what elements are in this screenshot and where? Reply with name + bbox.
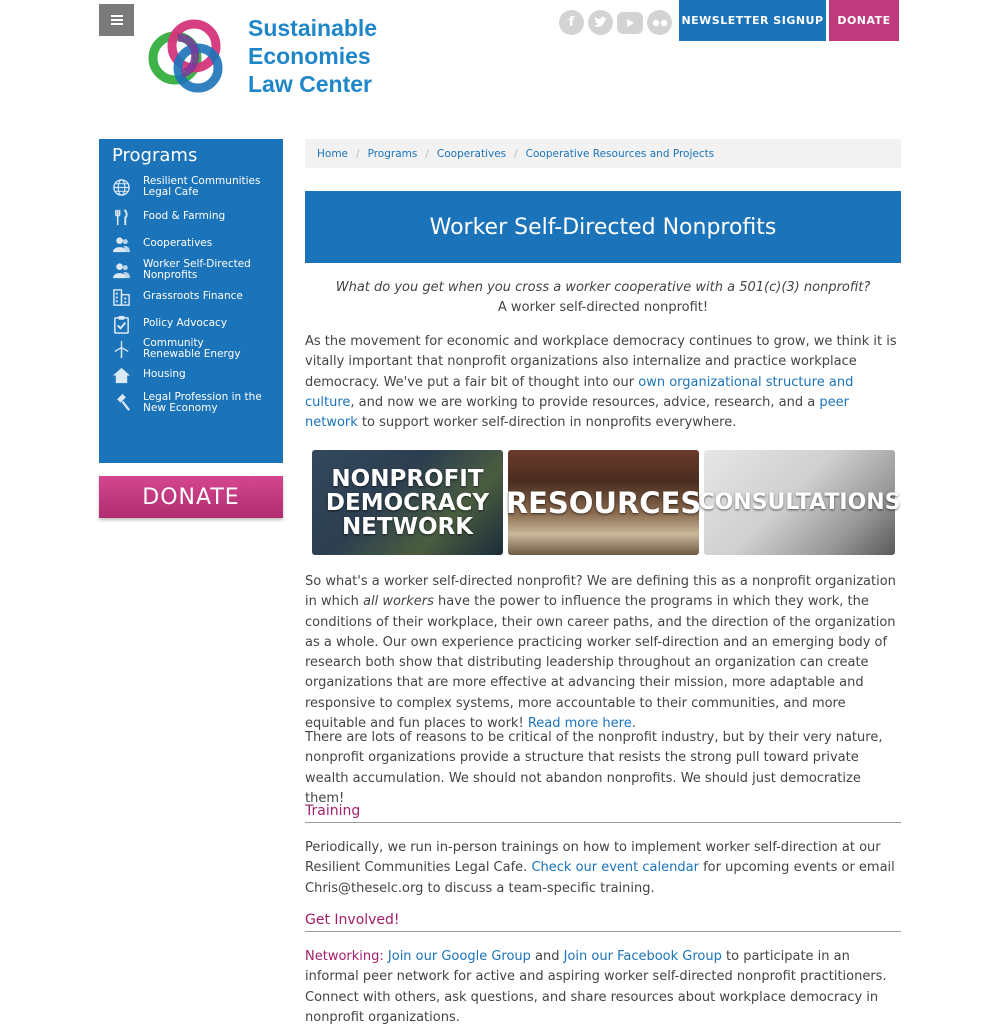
sidebar-item-food-farming[interactable] — [112, 207, 283, 227]
sidebar-item-label: Food & Farming — [143, 210, 226, 223]
flickr-icon[interactable] — [647, 10, 672, 35]
tile-nonprofit-democracy-network[interactable] — [312, 450, 503, 555]
facebook-icon[interactable]: f — [559, 10, 584, 35]
breadcrumb-programs[interactable]: Programs — [367, 147, 418, 160]
page-title: Worker Self-Directed Nonprofits — [305, 191, 901, 263]
checklist-icon — [112, 315, 131, 334]
sidebar-item-label: Community Renewable Energy — [143, 336, 241, 360]
paragraph-networking: Networking: Join our Google Group and Join our Facebook Group to participate in an informal peer network for active and aspiring worker self-directed nonprofit practitioners. Connect with others, ask questions, and share resources about workplace democracy in nonprofit organizations. — [305, 949, 887, 1025]
sidebar-item-housing[interactable] — [112, 365, 283, 385]
peer-network-link[interactable]: peer network — [305, 394, 849, 431]
feature-tiles — [312, 450, 901, 555]
sidebar-item-label: Worker Self-Directed Nonprofits — [143, 257, 251, 281]
sidebar-item-wsd-nonprofits[interactable] — [112, 258, 283, 282]
sidebar-item-label: Grassroots Finance — [143, 290, 243, 303]
logo-icon[interactable] — [148, 18, 226, 94]
sidebar-item-cooperatives[interactable] — [112, 234, 283, 254]
paragraph-intro: As the movement for economic and workplace democracy continues to grow, we think it is vitally important that nonprofit organizations also internalize and practice workplace democracy. We've put a fair bit of thought into our own organizational structure and culture, and now we are working to provide resources, advice, research, and a peer network to support worker self-direction in nonprofits everywhere. — [305, 334, 897, 431]
menu-button[interactable] — [99, 4, 134, 36]
facebook-group-link[interactable]: Join our Facebook Group — [563, 949, 722, 964]
sidebar-item-legal-profession[interactable] — [112, 391, 283, 415]
intro-question: What do you get when you cross a worker cooperative with a 501(c)(3) nonprofit? — [335, 280, 871, 295]
intro-block — [305, 278, 901, 318]
paragraph-critique: There are lots of reasons to be critical of the nonprofit industry, but by their very nature, nonprofit organizations provide a structure that resists the strong pull toward private wealth accumulation. We should not abandon nonprofits. We should just democratize them! — [305, 730, 883, 806]
sidebar-item-legal-cafe[interactable] — [112, 175, 283, 199]
tile-label: CONSULTATIONS — [698, 490, 901, 515]
tile-label: NONPROFIT DEMOCRACY NETWORK — [325, 465, 490, 540]
get-involved-heading: Get Involved! — [305, 912, 901, 932]
house-icon — [112, 366, 131, 385]
google-group-link[interactable]: Join our Google Group — [387, 949, 531, 964]
wind-turbine-icon — [112, 340, 131, 359]
sidebar-item-label: Policy Advocacy — [143, 317, 228, 330]
logo-line-2: Economies — [248, 43, 371, 69]
org-structure-link[interactable]: own organizational structure and culture — [305, 374, 854, 410]
sidebar-title: Programs — [112, 145, 198, 166]
sidebar-item-label: Housing — [143, 368, 186, 381]
globe-icon — [112, 178, 131, 197]
tile-label: RESOURCES — [505, 485, 702, 520]
breadcrumb-cooperative-resources[interactable]: Cooperative Resources and Projects — [525, 147, 715, 160]
gavel-icon — [112, 394, 131, 413]
site-logo-text[interactable] — [248, 14, 377, 98]
people-icon — [112, 261, 131, 280]
utensils-icon — [112, 208, 131, 227]
breadcrumb — [305, 139, 901, 168]
sidebar-item-policy-advocacy[interactable] — [112, 313, 283, 335]
paragraph-training: Periodically, we run in-person trainings on how to implement worker self-direction at our Resilient Communities Legal Cafe. Check our event calendar for upcoming events or email Chris@theselc.org to discuss a team-specific training. — [305, 840, 895, 896]
logo-line-1: Sustainable — [248, 15, 378, 41]
event-calendar-link[interactable]: Check our event calendar — [531, 860, 699, 876]
breadcrumb-separator: / — [514, 147, 518, 160]
breadcrumb-cooperatives[interactable]: Cooperatives — [436, 147, 507, 160]
sidebar-item-grassroots-finance[interactable] — [112, 286, 283, 308]
tile-resources[interactable] — [505, 450, 702, 555]
donate-button[interactable]: DONATE — [829, 0, 899, 41]
social-links — [559, 10, 672, 35]
twitter-icon[interactable] — [588, 10, 613, 35]
tile-consultations[interactable] — [698, 450, 901, 555]
sidebar-donate-button[interactable]: DONATE — [99, 476, 283, 518]
intro-answer: A worker self-directed nonprofit! — [497, 300, 709, 315]
read-more-link[interactable]: Read more here — [527, 716, 632, 732]
youtube-icon[interactable] — [617, 12, 643, 34]
sidebar-item-renewable-energy[interactable] — [112, 337, 283, 361]
networking-label: Networking: — [305, 949, 384, 964]
paragraph-definition: So what's a worker self-directed nonprofit? We are defining this as a nonprofit organization in which all workers have the power to influence the programs in which they work, the conditions of their workplace, their own career paths, and the direction of the organization as a whole. Our own experience practicing worker self-direction and an emerging body of research both show that distributing leadership throughout an organization can create organizations that are more effective at advancing their mission, more adaptable and responsive to complex systems, more accountable to their communities, and more equitable and fun places to work! Read more here. — [305, 574, 896, 732]
buildings-icon — [112, 288, 131, 307]
people-icon — [112, 235, 131, 254]
breadcrumb-separator: / — [356, 147, 360, 160]
newsletter-signup-button[interactable]: NEWSLETTER SIGNUP — [679, 0, 826, 41]
programs-sidebar — [99, 139, 283, 463]
sidebar-item-label: Cooperatives — [143, 237, 213, 250]
sidebar-item-label: Resilient Communities Legal Cafe — [143, 174, 261, 198]
sidebar-item-label: Legal Profession in the New Economy — [143, 390, 262, 414]
hamburger-icon — [111, 15, 123, 25]
training-heading: Training — [305, 803, 901, 823]
logo-line-3: Law Center — [248, 71, 372, 97]
breadcrumb-separator: / — [425, 147, 429, 160]
breadcrumb-home[interactable]: Home — [317, 147, 349, 160]
